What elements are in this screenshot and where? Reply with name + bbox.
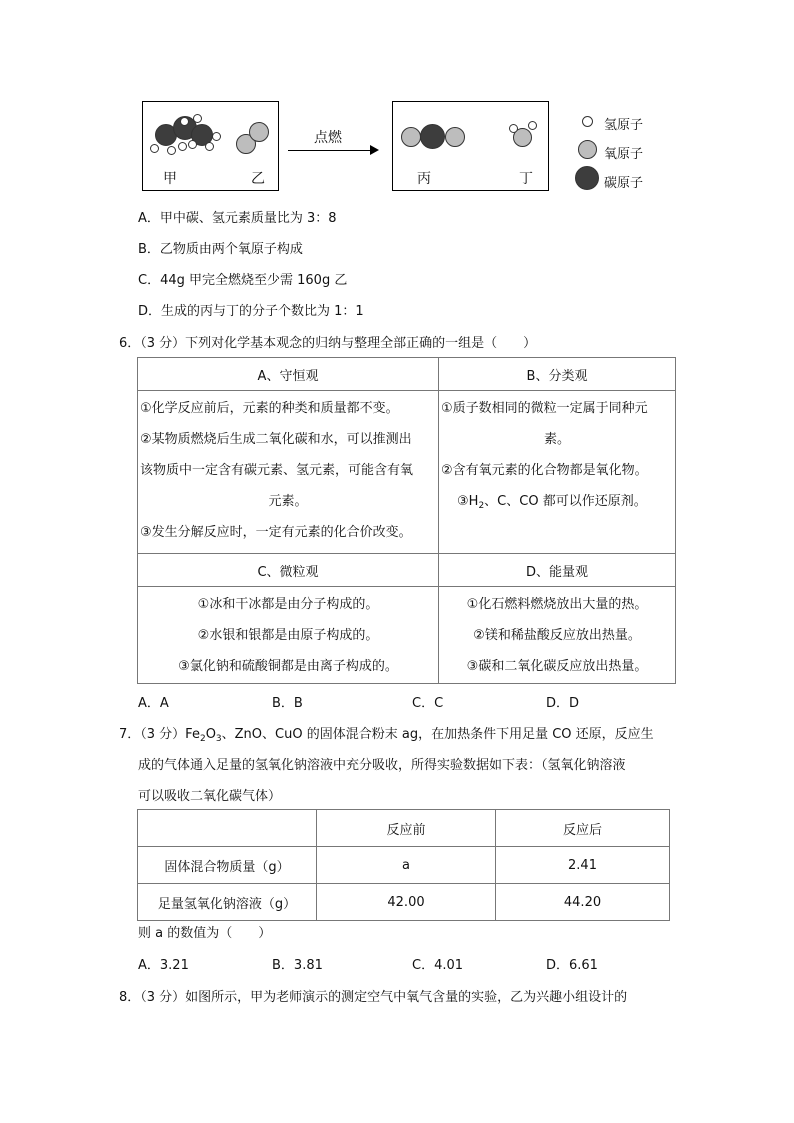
q6-b-line-3 bbox=[441, 486, 673, 522]
hydrogen-atom bbox=[528, 121, 537, 130]
label-bing: 丙 bbox=[417, 171, 431, 187]
q6-d-line: ①化石燃料燃烧放出大量的热。 bbox=[466, 596, 648, 612]
hydrogen-atom bbox=[193, 114, 202, 123]
hydrogen-atom bbox=[180, 117, 189, 126]
q6-option-a: A．A bbox=[138, 696, 169, 711]
hydrogen-atom bbox=[212, 132, 221, 141]
q6-d-line: ②镁和稀盐酸反应放出热量。 bbox=[473, 627, 641, 643]
q6-cell-d bbox=[439, 587, 676, 684]
carbon-legend-icon bbox=[575, 166, 599, 190]
hydrogen-atom bbox=[205, 142, 214, 151]
q7-option-b: B．3.81 bbox=[272, 958, 323, 973]
q7-o: O bbox=[205, 727, 216, 742]
q6-b-line: 素。 bbox=[543, 432, 570, 447]
q6-b-line: ②含有氧元素的化合物都是氧化物。 bbox=[441, 463, 648, 478]
oxygen-legend-icon bbox=[578, 140, 597, 159]
q6-cell-a bbox=[138, 391, 439, 554]
q6-a-line: ①化学反应前后，元素的种类和质量都不变。 bbox=[140, 401, 399, 416]
q6-c-line: ③氯化钠和硫酸铜都是由离子构成的。 bbox=[178, 658, 398, 674]
q6-a-line: 元素。 bbox=[268, 494, 308, 509]
q6-c-line: ②水银和银都是由原子构成的。 bbox=[197, 627, 379, 643]
arrow-head-icon bbox=[370, 145, 379, 155]
hydrogen-legend-icon bbox=[582, 116, 593, 127]
q6-b3-pre: ③H bbox=[457, 494, 479, 509]
q7-row2-before: 42.00 bbox=[317, 884, 496, 921]
q7-stem-line-1 bbox=[119, 723, 654, 744]
reaction-arrow bbox=[288, 150, 370, 151]
q8-stem: 8．（3 分）如图所示，甲为老师演示的测定空气中氧气含量的实验，乙为兴趣小组设计的 bbox=[119, 990, 628, 1005]
q7-option-d: D．6.61 bbox=[546, 958, 598, 973]
hydrogen-atom bbox=[509, 124, 518, 133]
q5-option-b: B．乙物质由两个氧原子构成 bbox=[138, 242, 303, 257]
q7-row2-after: 44.20 bbox=[496, 884, 670, 921]
q6-b-line: ①质子数相同的微粒一定属于同种元 bbox=[441, 401, 648, 416]
q6-option-c: C．C bbox=[412, 696, 444, 711]
q7-row2-label: 足量氢氧化钠溶液（g） bbox=[138, 884, 317, 921]
q6-option-b: B．B bbox=[272, 696, 303, 711]
hydrogen-atom bbox=[167, 146, 176, 155]
label-ding: 丁 bbox=[519, 171, 533, 187]
q7-stem-line-2: 成的气体通入足量的氢氧化钠溶液中充分吸收，所得实验数据如下表：（氢氧化钠溶液 bbox=[138, 758, 626, 773]
label-yi: 乙 bbox=[251, 171, 265, 187]
carbon-atom bbox=[420, 124, 445, 149]
q7-stem-post: 、ZnO、CuO 的固体混合粉末 ag，在加热条件下用足量 CO 还原，反应生 bbox=[221, 727, 654, 742]
q7-sub-3: 3 bbox=[215, 734, 222, 744]
q5-option-c: C．44g 甲完全燃烧至少需 160g 乙 bbox=[138, 273, 348, 288]
q7-stem-line-3: 可以吸收二氧化碳气体） bbox=[138, 789, 282, 804]
q7-option-a: A．3.21 bbox=[138, 958, 189, 973]
q6-c-line: ①冰和干冰都是由分子构成的。 bbox=[197, 596, 379, 612]
q7-header-before: 反应前 bbox=[317, 810, 496, 847]
q7-row1-label: 固体混合物质量（g） bbox=[138, 847, 317, 884]
hydrogen-atom bbox=[178, 142, 187, 151]
oxygen-atom bbox=[445, 127, 465, 147]
q6-b3-sub: 2 bbox=[478, 501, 485, 511]
hydrogen-atom bbox=[150, 144, 159, 153]
reaction-condition: 点燃 bbox=[314, 130, 342, 146]
q7-sub-2: 2 bbox=[199, 734, 206, 744]
q6-table bbox=[137, 357, 676, 684]
q6-a-line: ②某物质燃烧后生成二氧化碳和水，可以推测出 bbox=[140, 432, 412, 447]
q7-option-c: C．4.01 bbox=[412, 958, 464, 973]
q7-row1-after: 2.41 bbox=[496, 847, 670, 884]
legend-hydrogen-label: 氢原子 bbox=[604, 118, 644, 133]
product-box bbox=[392, 101, 549, 191]
q7-header-after: 反应后 bbox=[496, 810, 670, 847]
q6-head-c: C、微粒观 bbox=[138, 554, 439, 587]
q7-header-empty bbox=[138, 810, 317, 847]
oxygen-atom bbox=[249, 122, 269, 142]
q5-option-d: D．生成的丙与丁的分子个数比为 1：1 bbox=[138, 304, 364, 319]
q7-table bbox=[137, 809, 670, 921]
q6-head-d: D、能量观 bbox=[439, 554, 676, 587]
oxygen-atom bbox=[401, 127, 421, 147]
q7-row1-before: a bbox=[317, 847, 496, 884]
q7-ask: 则 a 的数值为（ ） bbox=[138, 926, 272, 941]
q6-a-line: ③发生分解反应时，一定有元素的化合价改变。 bbox=[140, 525, 412, 540]
q6-head-b: B、分类观 bbox=[439, 358, 676, 391]
q6-a-line: 该物质中一定含有碳元素、氢元素，可能含有氧 bbox=[140, 463, 414, 478]
q6-cell-c bbox=[138, 587, 439, 684]
hydrogen-atom bbox=[188, 140, 197, 149]
q6-b3-post: 、C、CO 都可以作还原剂。 bbox=[484, 494, 647, 509]
q6-option-d: D．D bbox=[546, 696, 580, 711]
reactant-box bbox=[142, 101, 279, 191]
label-jia: 甲 bbox=[163, 171, 177, 187]
q6-head-a: A、守恒观 bbox=[138, 358, 439, 391]
q6-d-line: ③碳和二氧化碳反应放出热量。 bbox=[466, 658, 648, 674]
q6-cell-b bbox=[439, 391, 676, 554]
legend-carbon-label: 碳原子 bbox=[604, 176, 644, 191]
q5-option-a: A．甲中碳、氢元素质量比为 3：8 bbox=[138, 211, 337, 226]
q6-stem: 6．（3 分）下列对化学基本观念的归纳与整理全部正确的一组是（ ） bbox=[119, 336, 537, 351]
q7-stem-pre: 7．（3 分）Fe bbox=[119, 727, 200, 742]
legend-oxygen-label: 氧原子 bbox=[604, 147, 644, 162]
